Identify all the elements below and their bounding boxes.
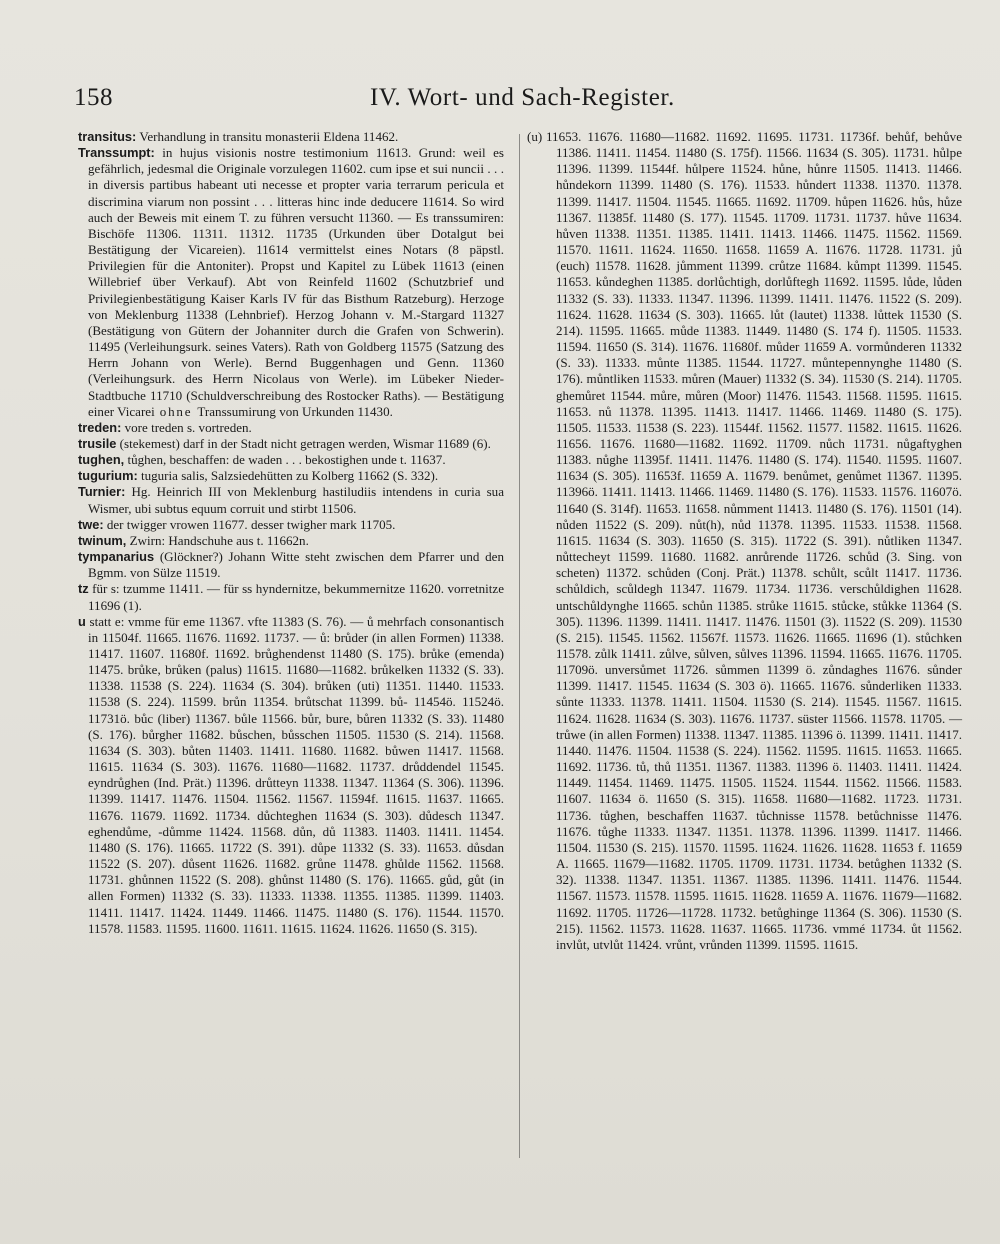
headword: tz [78, 581, 89, 597]
entry-text: (Glöckner?) Johann Witte steht zwischen dem Pfarrer und den Bgmm. von Sülze 11519. [88, 549, 504, 581]
entry-text: statt e: vmme für eme 11367. vfte 11383 (S. 76). — ů mehrfach consonantisch in 11504f. 11665. 11676. 11692. 11737. — ů: brůder (in allen Formen) 11338. 11417. 11607. 11680f. 11692. brůghendenst 11480 (S. 175). brůke (emenda) 11475. brůke, brůken (palus) 11615. 11680—11682. brůkelken 11332 (S. 33). 11338. 11538 (S. 224). 11634 (S. 304). brůken (uti) 11351. 11440. 11533. 11538 (S. 224). 11599. brůn 11354. brůtschat 11399. bů- 11454ö. 11524ö. 11731ö. bůc (liber) 11367. bůle 11566. bůr, bure, bůren 11332 (S. 33). 11480 (S. 176). bůrgher 11682. bůschen, bůsschen 11505. 11530 (S. 214). 11568. 11634 (S. 303). bůten 11403. 11411. 11680. 11682. bůwen 11417. 11568. 11615. 11634 (S. 303). 11676. 11680—11682. 11737. drůddendel 11545. eyndrůghen (Ind. Prät.) 11396. drůtteyn 11338. 11347. 11364 (S. 306). 11396. 11399. 11417. 11476. 11504. 11562. 11567. 11594f. 11615. 11637. 11665. 11676. 11679. 11692. 11734. důchteghen 11634 (S. 303). důdesch 11347. eghendůme, -důmme 11424. 11568. důn, dů 11383. 11403. 11411. 11454. 11480 (S. 176). 11665. 11722 (S. 391). důpe 11332 (S. 33). 11653. důsdan 11522 (S. 207). důsent 11626. 11682. grůne 11478. ghůlde 11562. 11568. 11731. ghůnnen 11522 (S. 208). ghůnst 11480 (S. 176). 11665. gůd, gůt (in allen Formen) 11332 (S. 33). 11333. 11338. 11355. 11385. 11399. 11403. 11411. 11417. 11424. 11449. 11466. 11475. 11480 (S. 176). 11544. 11570. 11578. 11583. 11595. 11600. 11611. 11615. 11624. 11626. 11650 (S. 315). [85, 613, 504, 936]
headword: u [78, 613, 86, 629]
entry-tugurium [78, 468, 504, 484]
headword: Turnier: [78, 484, 126, 500]
entry-transitus [78, 129, 504, 145]
left-column [78, 129, 504, 937]
entry-u-continued: 11653. 11676. 11680—11682. 11692. 11695. 11731. 11736f. behůf, behůve 11386. 11411. 11454. 11480 (S. 175f). 11566. 11634 (S. 305). 11731. hůlpe 11396. 11399. 11544f. hůlpere 11524. hůne, hůnre 11505. 11413. 11466. hůndekorn 11399. 11480 (S. 176). 11533. hůndert 11338. 11370. 11378. 11399. 11417. 11504. 11545. 11665. 11692. 11709. hůpen 11626. hůs, hůze 11367. 11385f. 11480 (S. 177). 11545. 11709. 11731. 11737. hůve 11634. hůven 11338. 11351. 11385. 11411. 11413. 11466. 11475. 11562. 11569. 11570. 11611. 11624. 11650. 11658. 11659 A. 11676. 11728. 11731. jů (euch) 11578. 11628. jůmment 11399. crůtze 11684. kůmpt 11399. 11545. 11653. kůndeghen 11385. dorlůchtigh, dorlůftegh 11692. 11595. lůde, lůden 11332 (S. 33). 11333. 11347. 11396. 11399. 11411. 11476. 11522 (S. 209). 11624. 11628. 11634 (S. 303). 11665. lůt (lautet) 11338. lůttek 11530 (S. 214). 11595. 11665. můde 11383. 11449. 11480 (S. 174 f). 11505. 11533. 11594. 11650 (S. 314). 11676. 11680f. můder 11659 A. vormůnderen 11332 (S. 33). 11333. můnte 11385. 11544. 11727. můntepennynghe 11480 (S. 176). můntliken 11533. můren (Mauer) 11332 (S. 34). 11530 (S. 214). 11705. ghemůret 11544. můre, můren (Moor) 11476. 11543. 11568. 11595. 11615. 11653. nů 11378. 11395. 11413. 11417. 11466. 11469. 11480 (S. 175). 11505. 11533. 11538 (S. 223). 11544f. 11562. 11577. 11582. 11615. 11626. 11656. 11676. 11680—11682. 11692. 11709. nůch 11731. nůgaftyghen 11383. nůghe 11395f. 11411. 11476. 11480 (S. 174). 11540. 11595. 11607. 11634 (S. 305). 11653f. 11659 A. 11679. benůmet, genůmet 11367. 11395. 11396ö. 11411. 11413. 11466. 11469. 11480 (S. 176). 11533. 11576. 11607ö. 11640 (S. 314f). 11653. 11658. nůmment 11413. 11480 (S. 176). 11501 (14). nůden 11522 (S. 209). nůt(h), nůd 11378. 11395. 11533. 11538. 11568. 11615. 11634 (S. 303). 11650 (S. 315). 11722 (S. 391). nůtliken 11347. nůttecheyt 11599. 11680. 11682. anrůrende 11726. schůd (3. Sing. von scheten) 11372. schůden (Conj. Prät.) 11378. schůlt, scůlt 11417. 11736. schůldich, scůldegh 11347. 11679. 11734. 11736. verschůldighen 11628. untschůldynghe 11665. schůn 11385. strůke 11615. stůcke, stůkke 11364 (S. 305). 11396. 11399. 11411. 11417. 11476. 11501 (3). 11522 (S. 209). 11530 (S. 215). 11545. 11562. 11567f. 11573. 11626. 11665. 11696 (1). stůchken 11578. zůlk 11411. zůlve, sůlven, sůlves 11396. 11594. 11665. 11676. 11705. 11709ö. unversůmet 11726. sůmmen 11399 ö. zůndaghes 11676. sůnder 11399. 11417. 11545. 11634 (S. 303 ö). 11665. 11676. sůnderliken 11333. sůnte 11333. 11378. 11411. 11504. 11530 (S. 214). 11545. 11567. 11615. 11624. 11628. 11634 (S. 303). 11676. 11737. süster 11566. 11578. 11705. — trůwe (in allen Formen) 11338. 11347. 11385. 11396 ö. 11399. 11411. 11417. 11440. 11476. 11504. 11538 (S. 224). 11562. 11595. 11615. 11653. 11665. 11692. 11736. tů, thů 11351. 11367. 11383. 11396 ö. 11403. 11411. 11424. 11449. 11454. 11469. 11475. 11505. 11524. 11544. 11562. 11566. 11583. 11607. 11634 ö. 11650 (S. 315). 11658. 11680—11682. 11723. 11731. 11736. tůghen, beschaffen 11637. tůchnisse 11578. betůchnisse 11476. 11676. tůghe 11333. 11347. 11351. 11378. 11396. 11399. 11417. 11466. 11504. 11530 (S. 215). 11570. 11595. 11624. 11626. 11628. 11653 f. 11659 A. 11665. 11679—11682. 11705. 11709. 11731. 11734. betůghen 11332 (S. 32). 11338. 11347. 11351. 11367. 11385. 11396. 11411. 11476. 11544. 11567. 11573. 11578. 11595. 11615. 11628. 11659 A. 11676. 11679—11682. 11692. 11705. 11726—11728. 11732. betůghinge 11364 (S. 306). 11530 (S. 215). 11562. 11573. 11628. 11637. 11665. 11736. vmmé 11734. ůt 11562. invlůt, utvlůt 11424. vrůnt, vrůnden 11399. 11595. 11615. [546, 129, 962, 952]
headword: tympanarius [78, 549, 155, 565]
entry-text: Zwirn: Handschuhe aus t. 11662n. [126, 532, 309, 548]
entry-u [78, 614, 504, 937]
column-divider [519, 134, 520, 1158]
headword: trusile [78, 435, 117, 451]
headword: treden: [78, 419, 122, 435]
entry-treden [78, 420, 504, 436]
headword: twe: [78, 516, 104, 532]
entry-turnier [78, 484, 504, 516]
entry-transsumpt [78, 145, 504, 420]
entry-text: Verhandlung in transitu monasterii Eldena 11462. [136, 129, 399, 144]
entry-text: (stekemest) darf in der Stadt nicht getragen werden, Wismar 11689 (6). [116, 435, 491, 451]
headword: twinum, [78, 532, 127, 548]
entry-text: für s: tzumme 11411. — für ss hyndernitze, bekummernitze 11620. vorretnitze 11696 (1). [88, 581, 504, 613]
right-column [546, 129, 962, 953]
headword: Transsumpt: [78, 145, 155, 161]
headword: tughen, [78, 452, 125, 468]
headword: transitus: [78, 129, 137, 144]
entry-trusile [78, 436, 504, 452]
spaced-word: ohne [154, 403, 198, 419]
entry-text: tůghen, beschaffen: de waden . . . bekostighen unde t. 11637. [124, 452, 446, 468]
page-header [74, 84, 974, 118]
entry-text: Hg. Heinrich III von Meklenburg hastiludiis intendens in curia sua Wismer, ubi subtus equum corruit und stirbt 11506. [88, 484, 504, 516]
entry-twe [78, 517, 504, 533]
running-title: IV. Wort- und Sach-Register. [370, 84, 675, 111]
entry-tympanarius [78, 549, 504, 581]
headword: tugurium: [78, 468, 138, 484]
continuation-marker: (u) [527, 129, 543, 144]
entry-tz [78, 581, 504, 613]
entry-text: vore treden s. vortreden. [121, 419, 252, 435]
entry-twinum [78, 533, 504, 549]
entry-text: der twigger vrowen 11677. desser twigher mark 11705. [103, 516, 396, 532]
page-number: 158 [74, 84, 113, 111]
entry-text-end: Transsumirung von Urkunden 11430. [197, 403, 393, 419]
entry-tughen [78, 452, 504, 468]
entry-text: in hujus visionis nostre testimonium 11613. Grund: weil es gefährlich, jedesmal die Originale vorzulegen 11602. cum ipse et sui nuncii . . . in diversis partibus habeant uti necesse et propter varia terrarum pericula et discrimina viarum non possint . . . litteras hinc inde deducere 11614. So wird auch der Beweis mit einem T. zu führen versucht 11360. — Es transsumiren: Bischöfe 11306. 11311. 11312. 11735 (Urkunden über Dotalgut bei Bestätigung der Vicareien). 11614 vermittelst eines Notars (8 päpstl. Privilegien für die Antoniter). Propst und Kapitel zu Lübek 11613 (einen Willebrief über Verkauf). Abt von Reinfeld 11602 (Schutzbrief und Privilegienbestätigung Kaiser Karls IV für das Bisthum Ratzeburg). Herzoge von Meklenburg 11338 (Lehnbrief). Herzog Johann v. M.-Stargard 11327 (Bestätigung von Gütern der Johanniter durch die Grafen von Schwerin). 11495 (Verleihungsurk. seines Vaters). Rath von Goldberg 11575 (Satzung des Herrn Johann von Werle). Bernd Buggenhagen und Genn. 11360 (Verleihungsurk. des Herrn Nicolaus von Werle). im Lübeker Nieder-Stadtbuche 11710 (Schuldverschreibung des Rostocker Raths). — Bestätigung einer Vicarei [88, 145, 504, 419]
entry-text: tuguria salis, Salzsiedehütten zu Kolberg 11662 (S. 332). [137, 468, 439, 484]
